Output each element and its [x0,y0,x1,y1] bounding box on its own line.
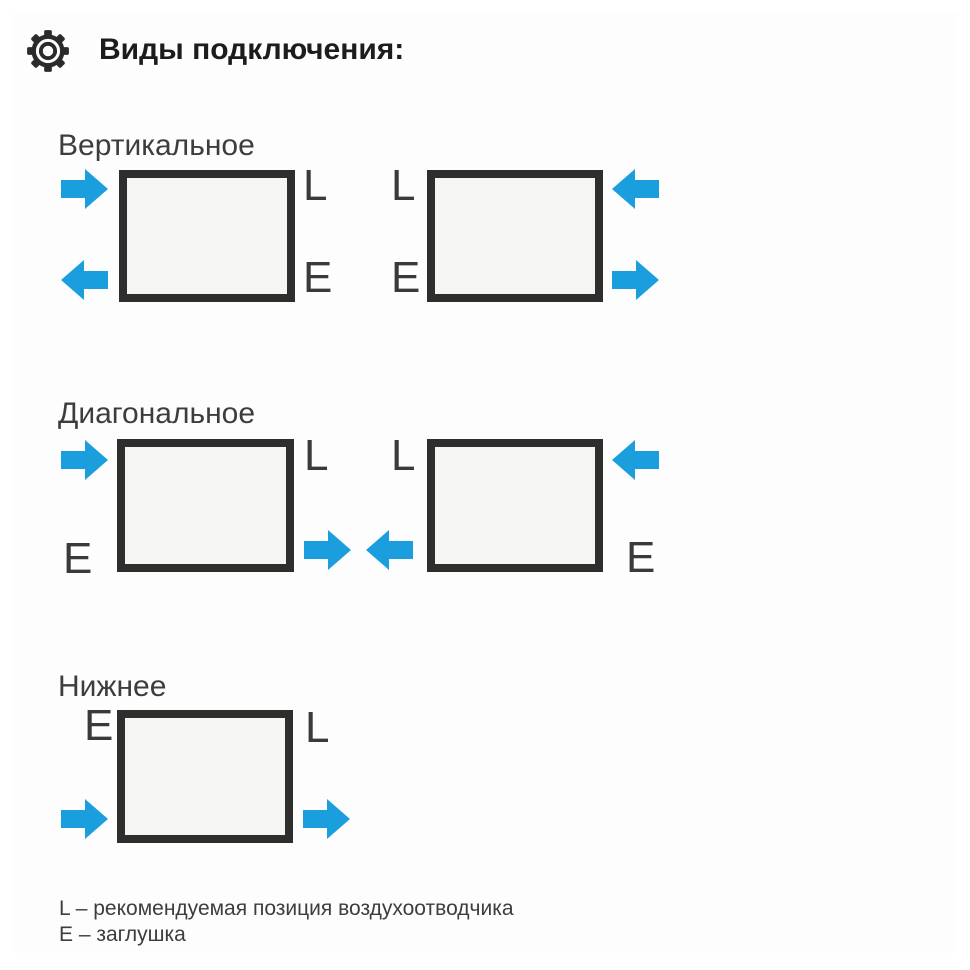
section-title-bottom: Нижнее [58,670,167,703]
flow-arrow-left-icon [612,169,659,209]
flow-arrow-right-icon [61,169,108,209]
section-title-vertical: Вертикальное [58,129,255,162]
legend [59,896,514,948]
bottom-port-label-L: L [305,703,330,752]
diagonal-right-port-label-E: E [626,533,656,582]
page-title: Виды подключения: [99,33,405,66]
diagonal-right-radiator-body [427,439,603,572]
flow-arrow-right-icon [61,440,108,480]
diagonal-left-radiator-body [117,439,294,572]
diagonal-left-port-label-L: L [304,431,329,480]
flow-arrow-right-icon [304,530,351,570]
vertical-right-radiator-body [427,170,603,302]
vertical-left-port-label-L: L [303,161,328,210]
bottom-port-label-E: E [84,701,114,750]
vertical-left-port-label-E: E [303,253,333,302]
diagonal-right-port-label-L: L [391,431,416,480]
legend-line-plug: E – заглушка [59,923,186,946]
flow-arrow-left-icon [61,260,108,300]
flow-arrow-left-icon [366,530,413,570]
vertical-right-port-label-L: L [391,161,416,210]
legend-line-air-vent: L – рекомендуемая позиция воздухоотводчика [59,897,514,920]
section-title-diagonal: Диагональное [58,397,256,430]
flow-arrow-left-icon [612,440,659,480]
bottom-radiator-body [117,710,293,843]
flow-arrow-right-icon [61,799,108,839]
diagonal-left-port-label-E: E [63,534,93,583]
vertical-right-port-label-E: E [391,253,421,302]
vertical-left-radiator-body [119,170,295,302]
flow-arrow-right-icon [303,799,350,839]
gear-icon [26,29,70,73]
flow-arrow-right-icon [612,260,659,300]
